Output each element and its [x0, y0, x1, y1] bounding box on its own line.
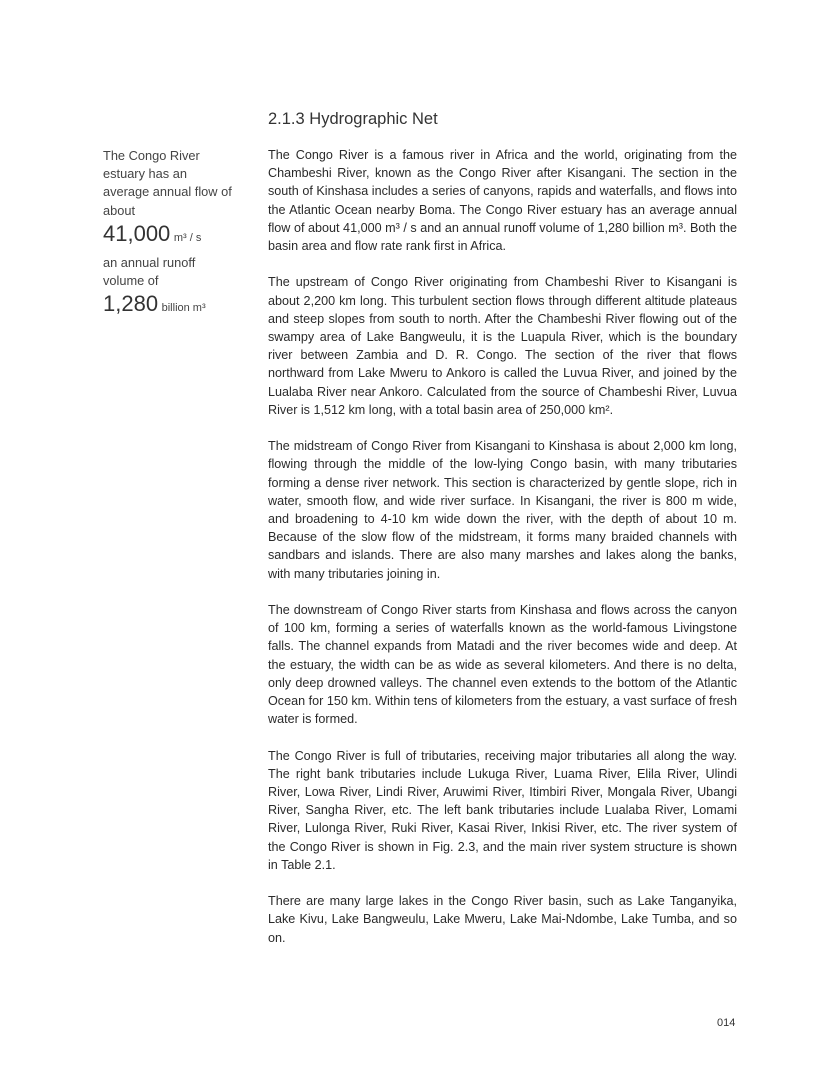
runoff-value: 1,280: [103, 291, 159, 317]
body-text: [268, 146, 737, 965]
callout-runoff-figure: [103, 290, 233, 318]
callout-text-runoff: an annual runoff volume of: [103, 254, 196, 289]
runoff-unit: billion m³: [161, 302, 206, 315]
section-heading: 2.1.3 Hydrographic Net: [268, 110, 438, 128]
paragraph: The Congo River is a famous river in Africa and the world, originating from the Chambeshi River, known as the Congo River after Kisangani. The section in the south of Kinshasa includes a series of canyons, rapids and waterfalls, and flows into the Atlantic Ocean nearby Boma. The Congo River estuary has an average annual flow of about 41,000 m³ / s and an annual runoff volume of 1,280 billion m³. Both the basin area and flow rate rank first in Africa.: [268, 148, 737, 254]
callout-text-flow: The Congo River estuary has an average annual flow of about: [103, 148, 232, 218]
page-number: 014: [717, 1017, 736, 1029]
paragraph: The midstream of Congo River from Kisangani to Kinshasa is about 2,000 km long, flowing through the middle of the low-lying Congo basin, with many tributaries forming a dense river network. This section is characterized by gentle slope, rich in water, smooth flow, and wide river surface. In Kisangani, the river is 800 m wide, and broadening to 4-10 km wide down the river, with the depth of about 10 m. Because of the slow flow of the midstream, it forms many braided channels with sandbars and islands. There are also many marshes and lakes along the banks, with many tributaries joining in.: [268, 439, 737, 581]
flow-unit: m³ / s: [173, 231, 202, 244]
flow-value: 41,000: [103, 220, 171, 246]
paragraph: The Congo River is full of tributaries, receiving major tributaries all along the way. The right bank tributaries include Lukuga River, Luama River, Elila River, Ulindi River, Lowa River, Lindi River, Aruwimi River, Itimbiri River, Mongala River, Ubangi River, Sangha River, etc. The left bank tributaries include Lualaba River, Lomami River, Lulonga River, Ruki River, Kasai River, Inkisi River, etc. The river system of the Congo River is shown in Fig. 2.3, and the main river system structure is shown in Table 2.1.: [268, 748, 737, 872]
sidebar-callout: [103, 147, 233, 318]
callout-flow-figure: [103, 220, 233, 248]
paragraph: There are many large lakes in the Congo River basin, such as Lake Tanganyika, Lake Kivu, Lake Bangweulu, Lake Mweru, Lake Mai-Ndombe, Lake Tumba, and so on.: [268, 894, 737, 945]
paragraph: The upstream of Congo River originating from Chambeshi River to Kisangani is about 2,200 km long. This turbulent section flows through different altitude plateaus and steep slopes from south to north. After the Chambeshi River flowing out of the swampy area of Lake Bangweulu, it is the Luapula River, which is the boundary river between Zambia and D. R. Congo. The section of the river that flows northward from Lake Mweru to Ankoro is called the Luvua River, and joined by the Lualaba River near Ankoro. Calculated from the source of Chambeshi River, Luvua River is 1,512 km long, with a total basin area of 250,000 km².: [268, 275, 737, 417]
paragraph: The downstream of Congo River starts from Kinshasa and flows across the canyon of 100 km, forming a series of waterfalls known as the world-famous Livingstone falls. The channel expands from Matadi and the river becomes wide and deep. At the estuary, the width can be as wide as several kilometers. And there is no delta, only deep drowned valleys. The channel even extends to the bottom of the Atlantic Ocean for 150 km. Within tens of kilometers from the estuary, a vast surface of fresh water is formed.: [268, 603, 737, 727]
